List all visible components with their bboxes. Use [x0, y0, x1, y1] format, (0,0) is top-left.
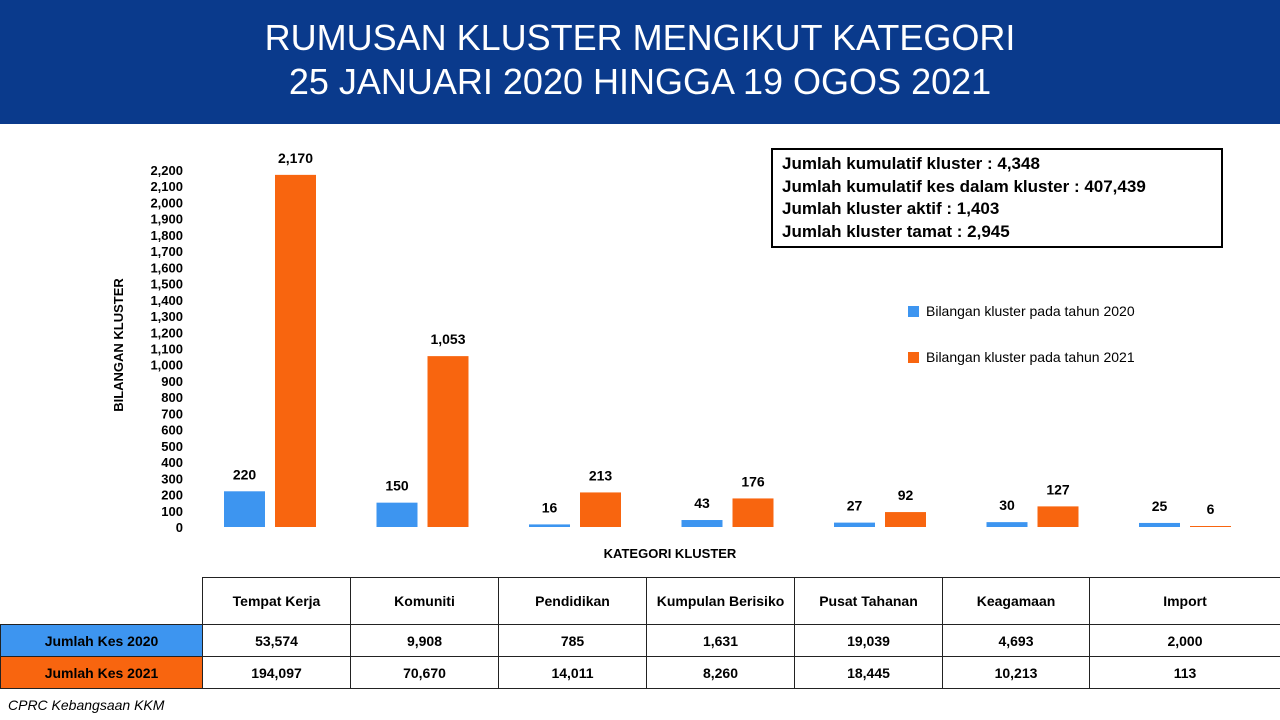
bar-2020 — [834, 523, 875, 527]
table-cell: 785 — [499, 625, 647, 657]
y-tick-label: 1,600 — [150, 260, 183, 276]
table-header-cell: Kumpulan Berisiko — [647, 578, 795, 625]
bar-2021 — [275, 175, 316, 527]
table-header-cell: Tempat Kerja — [203, 578, 351, 625]
bar-2021 — [580, 492, 621, 527]
y-tick-label: 1,900 — [150, 211, 183, 227]
y-tick-label: 700 — [161, 406, 183, 422]
source-note: CPRC Kebangsaan KKM — [8, 697, 165, 713]
y-tick-label: 2,200 — [150, 163, 183, 178]
legend-swatch-2020 — [908, 306, 919, 317]
summary-line-cumulative-clusters: Jumlah kumulatif kluster : 4,348 — [782, 154, 1040, 173]
data-label: 2,170 — [277, 149, 314, 166]
table-header-cell: Pusat Tahanan — [795, 578, 943, 625]
table-header-cell: Komuniti — [351, 578, 499, 625]
table-row-2021 — [1, 657, 1280, 689]
table-header-cell: Keagamaan — [943, 578, 1090, 625]
data-label: 150 — [385, 477, 409, 494]
y-tick-label: 1,500 — [150, 276, 183, 292]
case-table — [0, 577, 1280, 689]
data-label: 43 — [694, 495, 710, 512]
legend-label-2020: Bilangan kluster pada tahun 2020 — [926, 303, 1135, 319]
y-tick-label: 1,000 — [150, 357, 183, 373]
y-tick-label: 1,100 — [150, 341, 183, 357]
bar-2021 — [733, 498, 774, 527]
data-label: 16 — [541, 499, 558, 516]
data-label: 220 — [232, 466, 257, 483]
bar-2020 — [224, 491, 265, 527]
row-label-2021: Jumlah Kes 2021 — [1, 657, 203, 689]
table-cell: 70,670 — [351, 657, 499, 689]
table-header-cell: Import — [1090, 578, 1280, 625]
table-cell: 8,260 — [647, 657, 795, 689]
table-cell: 19,039 — [795, 625, 943, 657]
y-tick-label: 1,800 — [150, 227, 183, 243]
x-axis-title: KATEGORI KLUSTER — [603, 546, 737, 561]
summary-line-active-clusters: Jumlah kluster aktif : 1,403 — [782, 199, 1000, 218]
y-tick-label: 1,400 — [150, 292, 183, 308]
y-tick-label: 0 — [175, 520, 183, 535]
table-cell: 1,631 — [647, 625, 795, 657]
row-label-2020: Jumlah Kes 2020 — [1, 625, 203, 657]
y-tick-label: 2,100 — [150, 179, 183, 195]
y-tick-label: 800 — [161, 390, 183, 406]
summary-line-cumulative-cases: Jumlah kumulatif kes dalam kluster : 407,439 — [782, 176, 1146, 196]
title-line-2: 25 JANUARI 2020 HINGGA 19 OGOS 2021 — [288, 61, 992, 102]
legend-swatch-2021 — [908, 352, 919, 363]
y-tick-label: 1,300 — [150, 309, 183, 325]
summary-box — [771, 148, 1223, 248]
bar-2021 — [1038, 506, 1079, 527]
y-tick-label: 2,000 — [150, 195, 183, 211]
y-tick-label: 900 — [161, 373, 183, 389]
table-cell: 194,097 — [203, 657, 351, 689]
y-tick-label: 1,200 — [150, 325, 183, 341]
data-label: 92 — [897, 487, 914, 504]
data-label: 176 — [741, 473, 765, 490]
legend-item-2021 — [908, 348, 1208, 368]
data-label: 27 — [846, 497, 863, 514]
data-label: 30 — [999, 497, 1015, 514]
bar-2021 — [1190, 526, 1231, 527]
data-label: 213 — [588, 467, 613, 484]
bar-2020 — [1139, 523, 1180, 527]
summary-line-ended-clusters: Jumlah kluster tamat : 2,945 — [782, 221, 1010, 241]
y-tick-label: 400 — [161, 455, 183, 471]
bar-2020 — [377, 503, 418, 527]
table-cell: 2,000 — [1090, 625, 1280, 657]
bar-2020 — [682, 520, 723, 527]
table-cell: 53,574 — [203, 625, 351, 657]
bar-2021 — [428, 356, 469, 527]
table-cell: 18,445 — [795, 657, 943, 689]
table-header-cell: Pendidikan — [499, 578, 647, 625]
legend-item-2020 — [908, 302, 1208, 322]
table-cell: 10,213 — [943, 657, 1090, 689]
bar-2021 — [885, 512, 926, 527]
table-cell: 113 — [1090, 657, 1280, 689]
title-banner — [0, 0, 1280, 124]
data-label: 6 — [1206, 501, 1215, 517]
data-label: 25 — [1151, 497, 1168, 514]
y-tick-label: 100 — [161, 503, 183, 519]
table-cell: 4,693 — [943, 625, 1090, 657]
y-tick-label: 200 — [161, 487, 183, 503]
y-axis-title: BILANGAN KLUSTER — [111, 278, 126, 412]
table-cell: 14,011 — [499, 657, 647, 689]
table-header-row — [1, 578, 1280, 625]
data-label: 127 — [1046, 481, 1070, 498]
y-tick-label: 500 — [161, 438, 183, 454]
legend-label-2021: Bilangan kluster pada tahun 2021 — [926, 349, 1135, 365]
table-cell: 9,908 — [351, 625, 499, 657]
y-tick-label: 600 — [161, 422, 183, 438]
bar-2020 — [529, 524, 570, 527]
data-label: 1,053 — [430, 331, 466, 348]
table-row-2020 — [1, 625, 1280, 657]
table-corner — [1, 578, 203, 625]
bar-2020 — [987, 522, 1028, 527]
title-line-1: RUMUSAN KLUSTER MENGIKUT KATEGORI — [264, 17, 1016, 58]
y-tick-label: 300 — [161, 471, 183, 487]
y-tick-label: 1,700 — [150, 244, 183, 260]
